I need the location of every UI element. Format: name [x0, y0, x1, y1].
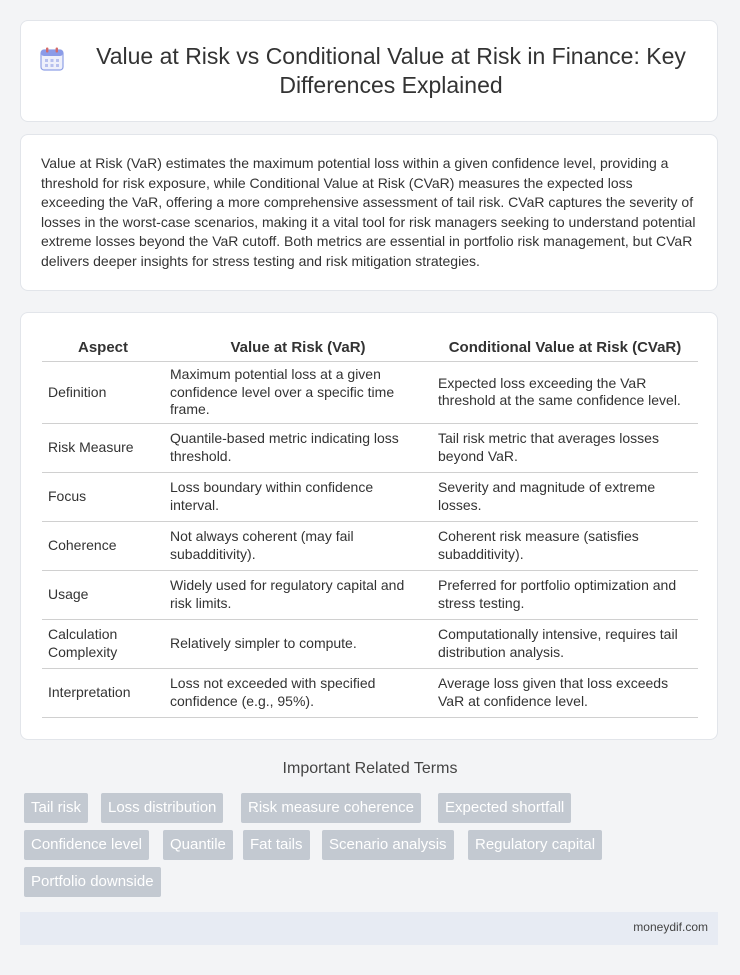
summary-card: [20, 134, 718, 291]
var-cell: Loss boundary within confidence interval.: [164, 472, 432, 521]
summary-paragraph: Value at Risk (VaR) estimates the maximum potential loss within a given confidence level, providing a threshold for risk exposure, while Conditional Value at Risk (CVaR) measures the expected loss exceeding the VaR, offering a more comprehensive assessment of tail risk. CVaR captures the severity of losses in the worst-case scenarios, making it a vital tool for risk managers seeking to understand potential extreme losses beyond the VaR cutoff. Both metrics are essential in portfolio risk management, but CVaR delivers deeper insights for stress testing and risk mitigation strategies.: [41, 155, 696, 269]
tag-quantile[interactable]: Quantile: [163, 830, 233, 860]
cvar-cell: Preferred for portfolio optimization and stress testing.: [432, 570, 698, 619]
var-cell: Not always coherent (may fail subadditivity).: [164, 521, 432, 570]
table-row: [42, 570, 698, 619]
cvar-cell: Tail risk metric that averages losses beyond VaR.: [432, 423, 698, 472]
cvar-cell: Severity and magnitude of extreme losses.: [432, 472, 698, 521]
title-card: [20, 20, 718, 122]
var-cell: Loss not exceeded with specified confidence (e.g., 95%).: [164, 668, 432, 717]
comparison-table: [42, 334, 698, 718]
aspect-cell: Coherence: [42, 521, 164, 570]
tag-expected-shortfall[interactable]: Expected shortfall: [438, 793, 571, 823]
aspect-cell: Calculation Complexity: [42, 619, 164, 668]
tag-fat-tails[interactable]: Fat tails: [243, 830, 310, 860]
var-cell: Maximum potential loss at a given confidence level over a specific time frame.: [164, 362, 432, 424]
cvar-cell: Coherent risk measure (satisfies subadditivity).: [432, 521, 698, 570]
tag-scenario-analysis[interactable]: Scenario analysis: [322, 830, 454, 860]
aspect-cell: Focus: [42, 472, 164, 521]
aspect-cell: Interpretation: [42, 668, 164, 717]
related-terms-heading: Important Related Terms: [282, 760, 458, 777]
calendar-icon: [39, 46, 65, 72]
table-row: [42, 362, 698, 424]
var-cell: Widely used for regulatory capital and risk limits.: [164, 570, 432, 619]
tag-loss-distribution[interactable]: Loss distribution: [101, 793, 223, 823]
cvar-cell: Computationally intensive, requires tail distribution analysis.: [432, 619, 698, 668]
table-row: [42, 472, 698, 521]
aspect-cell: Definition: [42, 362, 164, 424]
tag-risk-measure-coherence[interactable]: Risk measure coherence: [241, 793, 421, 823]
aspect-cell: Risk Measure: [42, 423, 164, 472]
footer-site[interactable]: moneydif.com: [633, 920, 708, 934]
column-header: Aspect: [42, 334, 164, 362]
var-cell: Quantile-based metric indicating loss threshold.: [164, 423, 432, 472]
tag-tail-risk[interactable]: Tail risk: [24, 793, 88, 823]
table-row: [42, 668, 698, 717]
tag-portfolio-downside[interactable]: Portfolio downside: [24, 867, 161, 897]
var-cell: Relatively simpler to compute.: [164, 619, 432, 668]
column-header: Value at Risk (VaR): [164, 334, 432, 362]
footer: [20, 912, 718, 945]
column-header: Conditional Value at Risk (CVaR): [432, 334, 698, 362]
cvar-cell: Expected loss exceeding the VaR threshold at the same confidence level.: [432, 362, 698, 424]
cvar-cell: Average loss given that loss exceeds VaR at confidence level.: [432, 668, 698, 717]
tag-confidence-level[interactable]: Confidence level: [24, 830, 149, 860]
table-header-row: [42, 334, 698, 362]
tag-regulatory-capital[interactable]: Regulatory capital: [468, 830, 602, 860]
aspect-cell: Usage: [42, 570, 164, 619]
table-row: [42, 521, 698, 570]
table-row: [42, 423, 698, 472]
comparison-card: [20, 312, 718, 740]
table-row: [42, 619, 698, 668]
page-title: Value at Risk vs Conditional Value at Risk in Finance: Key Differences Explained: [96, 43, 686, 98]
